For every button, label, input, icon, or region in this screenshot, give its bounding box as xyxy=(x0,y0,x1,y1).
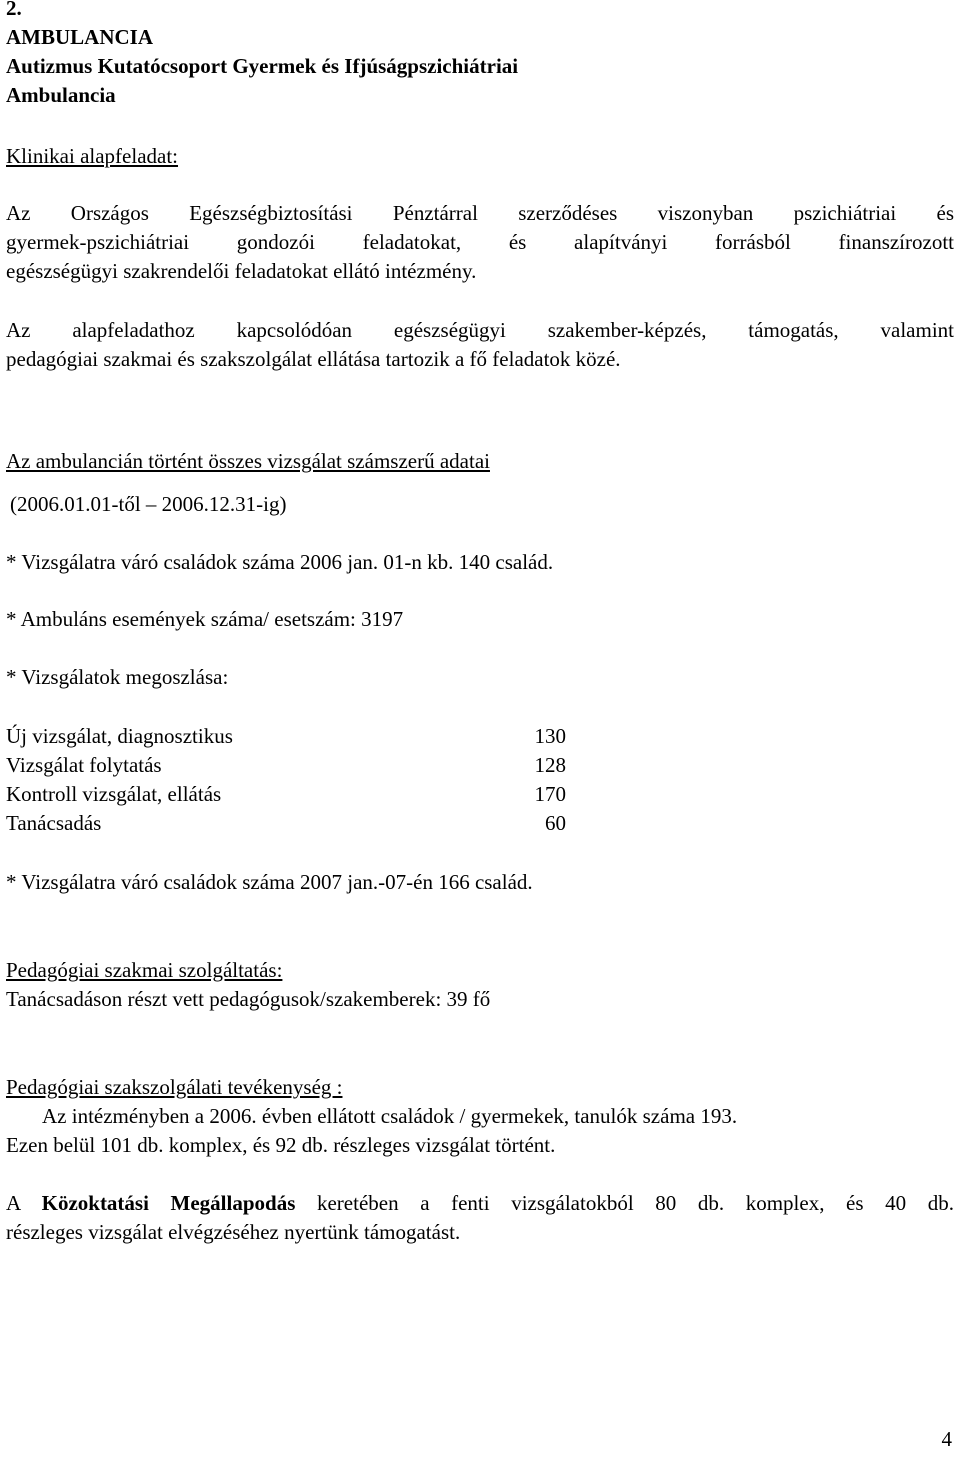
events-block xyxy=(6,605,954,634)
agreement-line2: részleges vizsgálat elvégzéséhez nyertünk támogatást. xyxy=(6,1220,461,1244)
waiting-2006-block xyxy=(6,548,954,577)
agreement-line1 xyxy=(6,1189,954,1218)
agreement-paragraph xyxy=(6,1189,954,1247)
breakdown-row xyxy=(6,722,566,751)
pedagogy-text: Tanácsadáson részt vett pedagógusok/szakemberek: 39 fő xyxy=(6,987,491,1011)
breakdown-row xyxy=(6,809,566,838)
breakdown-label: Új vizsgálat, diagnosztikus xyxy=(6,724,233,748)
breakdown-row xyxy=(6,751,566,780)
service-section xyxy=(6,1073,954,1160)
section-subtitle-line2: Ambulancia xyxy=(6,83,116,107)
pedagogy-section xyxy=(6,956,954,1014)
clinical-paragraph-2 xyxy=(6,316,954,374)
agreement-pre: A xyxy=(6,1191,42,1215)
service-line1: Az intézményben a 2006. évben ellátott családok / gyermekek, tanulók száma 193. xyxy=(42,1104,738,1128)
stats-section xyxy=(6,447,954,476)
clinical-p2-line2: pedagógiai szakmai és szakszolgálat ellátása tartozik a fő feladatok közé. xyxy=(6,347,621,371)
section-title: AMBULANCIA xyxy=(6,25,153,49)
breakdown-row xyxy=(6,780,566,809)
clinical-p2-line1: Az alapfeladathoz kapcsolódóan egészségügyi szakember-képzés, támogatás, valamint xyxy=(6,318,954,342)
service-line2: Ezen belül 101 db. komplex, és 92 db. részleges vizsgálat történt. xyxy=(6,1133,556,1157)
breakdown-heading: * Vizsgálatok megoszlása: xyxy=(6,665,229,689)
clinical-heading: Klinikai alapfeladat: xyxy=(6,144,179,168)
events-count: * Ambuláns események száma/ esetszám: 3197 xyxy=(6,607,404,631)
document-header xyxy=(6,0,954,110)
waiting-2006: * Vizsgálatra váró családok száma 2006 jan. 01-n kb. 140 család. xyxy=(6,550,554,574)
waiting-2007: * Vizsgálatra váró családok száma 2007 jan.-07-én 166 család. xyxy=(6,870,533,894)
stats-period: (2006.01.01-től – 2006.12.31-ig) xyxy=(10,492,287,516)
clinical-section xyxy=(6,142,954,171)
clinical-p1-line3: egészségügyi szakrendelői feladatokat ellátó intézmény. xyxy=(6,259,477,283)
breakdown-label: Vizsgálat folytatás xyxy=(6,753,162,777)
clinical-p1-line1: Az Országos Egészségbiztosítási Pénztárral szerződéses viszonyban pszichiátriai és xyxy=(6,201,954,225)
breakdown-block xyxy=(6,663,954,692)
breakdown-value: 60 xyxy=(545,811,566,835)
stats-heading: Az ambulancián történt összes vizsgálat számszerű adatai xyxy=(6,449,490,473)
clinical-paragraph-1 xyxy=(6,199,954,286)
breakdown-table xyxy=(6,722,954,838)
agreement-post: keretében a fenti vizsgálatokból 80 db. komplex, és 40 db. xyxy=(295,1191,955,1215)
service-heading: Pedagógiai szakszolgálati tevékenység : xyxy=(6,1075,343,1099)
waiting-2007-block xyxy=(6,868,954,897)
page-number: 4 xyxy=(941,1427,952,1451)
breakdown-value: 130 xyxy=(534,724,566,748)
clinical-p1-line2: gyermek-pszichiátriai gondozói feladatokat, és alapítványi forrásból finanszírozott xyxy=(6,230,954,254)
agreement-bold: Közoktatási Megállapodás xyxy=(41,1191,296,1215)
stats-period-block xyxy=(10,490,958,519)
breakdown-label: Kontroll vizsgálat, ellátás xyxy=(6,782,222,806)
section-number: 2. xyxy=(6,0,22,20)
breakdown-label: Tanácsadás xyxy=(6,811,102,835)
breakdown-value: 170 xyxy=(534,782,566,806)
section-subtitle-line1: Autizmus Kutatócsoport Gyermek és Ifjúságpszichiátriai xyxy=(6,54,519,78)
breakdown-value: 128 xyxy=(534,753,566,777)
pedagogy-heading: Pedagógiai szakmai szolgáltatás: xyxy=(6,958,283,982)
